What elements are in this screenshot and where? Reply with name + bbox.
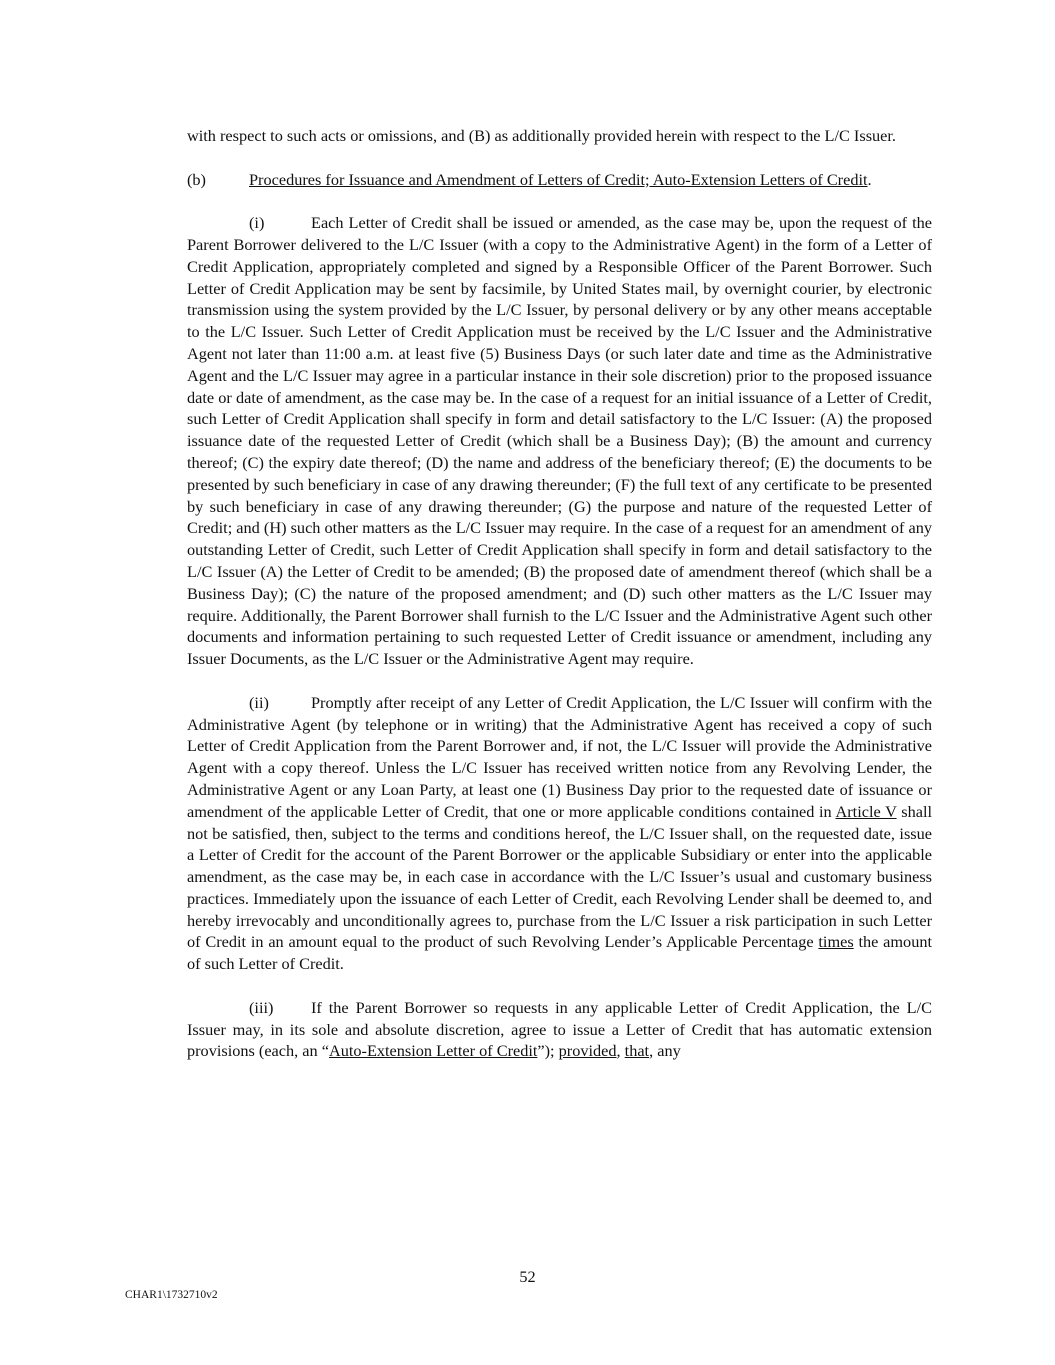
page-number: 52 [519, 1267, 536, 1286]
section-b-label: (b) [187, 169, 206, 189]
paragraph-iii-comma: , [616, 1041, 625, 1061]
provided-term: provided [558, 1041, 617, 1061]
paragraph-i [187, 212, 932, 670]
article-v-reference: Article V [835, 801, 897, 821]
paragraph-ii-text-part3: the amount of such Letter of Credit. [187, 932, 932, 974]
paragraph-iii-text-part1: If the Parent Borrower so requests in any applicable Letter of Credit Application, the L/C Issuer may, in its sole and absolute discretion, agree to issue a Letter of Credit that has automatic extension provisions (each, an “ [187, 997, 932, 1061]
continued-paragraph: with respect to such acts or omissions, and (B) as additionally provided herein with respect to the L/C Issuer. [187, 126, 896, 145]
paragraph-iii-number: (iii) [249, 997, 274, 1017]
paragraph-iii [187, 997, 932, 1062]
document-body [187, 125, 932, 1084]
section-b-title-text: Procedures for Issuance and Amendment of Letters of Credit; Auto-Extension Letters of Credit [249, 169, 868, 189]
paragraph-ii-number: (ii) [249, 692, 269, 712]
paragraph-ii-text-part2: shall not be satisfied, then, subject to the terms and conditions hereof, the L/C Issuer shall, on the requested date, issue a Letter of Credit for the account of the Parent Borrower or the applicable Subsidiary or enter into the applicable amendment, as the case may be, in each case in accordance with the L/C Issuer’s usual and customary business practices. Immediately upon the issuance of each Letter of Credit, each Revolving Lender shall be deemed to, and hereby irrevocably and unconditionally agrees to, purchase from the L/C Issuer a risk participation in such Letter of Credit in an amount equal to the product of such Revolving Lender’s Applicable Percentage [187, 801, 932, 952]
paragraph-iii-text-part3: , any [649, 1041, 681, 1061]
times-term: times [818, 932, 854, 952]
paragraph-ii [187, 692, 932, 975]
paragraph-iii-text-part2: ”); [537, 1041, 559, 1061]
section-b-title-period: . [867, 169, 872, 189]
section-b-title [249, 169, 932, 191]
document-id: CHAR1\1732710v2 [125, 1289, 218, 1301]
that-term: that [624, 1041, 650, 1061]
auto-extension-defined-term: Auto-Extension Letter of Credit [328, 1041, 538, 1061]
section-b-heading [187, 169, 932, 191]
paragraph-i-text: Each Letter of Credit shall be issued or amended, as the case may be, upon the request of the Parent Borrower delivered to the L/C Issuer (with a copy to the Administrative Agent) in the form of a Letter of Credit Application, appropriately completed and signed by a Responsible Officer of the Parent Borrower. Such Letter of Credit Application may be sent by facsimile, by United States mail, by overnight courier, by electronic transmission using the system provided by the L/C Issuer, by personal delivery or by any other means acceptable to the L/C Issuer. Such Letter of Credit Application must be received by the L/C Issuer and the Administrative Agent not later than 11:00 a.m. at least five (5) Business Days (or such later date and time as the Administrative Agent and the L/C Issuer may agree in a particular instance in their sole discretion) prior to the proposed issuance date or date of amendment, as the case may be. In the case of a request for an initial issuance of a Letter of Credit, such Letter of Credit Application shall specify in form and detail satisfactory to the L/C Issuer: (A) the proposed issuance date of the requested Letter of Credit (which shall be a Business Day); (B) the amount and currency thereof; (C) the expiry date thereof; (D) the name and address of the beneficiary thereof; (E) the documents to be presented by such beneficiary in case of any drawing thereunder; (F) the full text of any certificate to be presented by such beneficiary in case of any drawing thereunder; (G) the purpose and nature of the requested Letter of Credit; and (H) such other matters as the L/C Issuer may require. In the case of a request for an amendment of any outstanding Letter of Credit, such Letter of Credit Application shall specify in form and detail satisfactory to the L/C Issuer (A) the Letter of Credit to be amended; (B) the proposed date of amendment thereof (which shall be a Business Day); (C) the nature of the proposed amendment; and (D) such other matters as the L/C Issuer may require. Additionally, the Parent Borrower shall furnish to the L/C Issuer and the Administrative Agent such other documents and information pertaining to such requested Letter of Credit issuance or amendment, including any Issuer Documents, as the L/C Issuer or the Administrative Agent may require. [187, 213, 932, 669]
paragraph-ii-text-part1: Promptly after receipt of any Letter of Credit Application, the L/C Issuer will confirm with the Administrative Agent (by telephone or in writing) that the Administrative Agent has received a copy of such Letter of Credit Application from the Parent Borrower and, if not, the L/C Issuer will provide the Administrative Agent with a copy thereof. Unless the L/C Issuer has received written notice from any Revolving Lender, the Administrative Agent or any Loan Party, at least one (1) Business Day prior to the requested date of issuance or amendment of the applicable Letter of Credit, that one or more applicable conditions contained in [187, 692, 932, 821]
paragraph-i-number: (i) [249, 213, 265, 233]
